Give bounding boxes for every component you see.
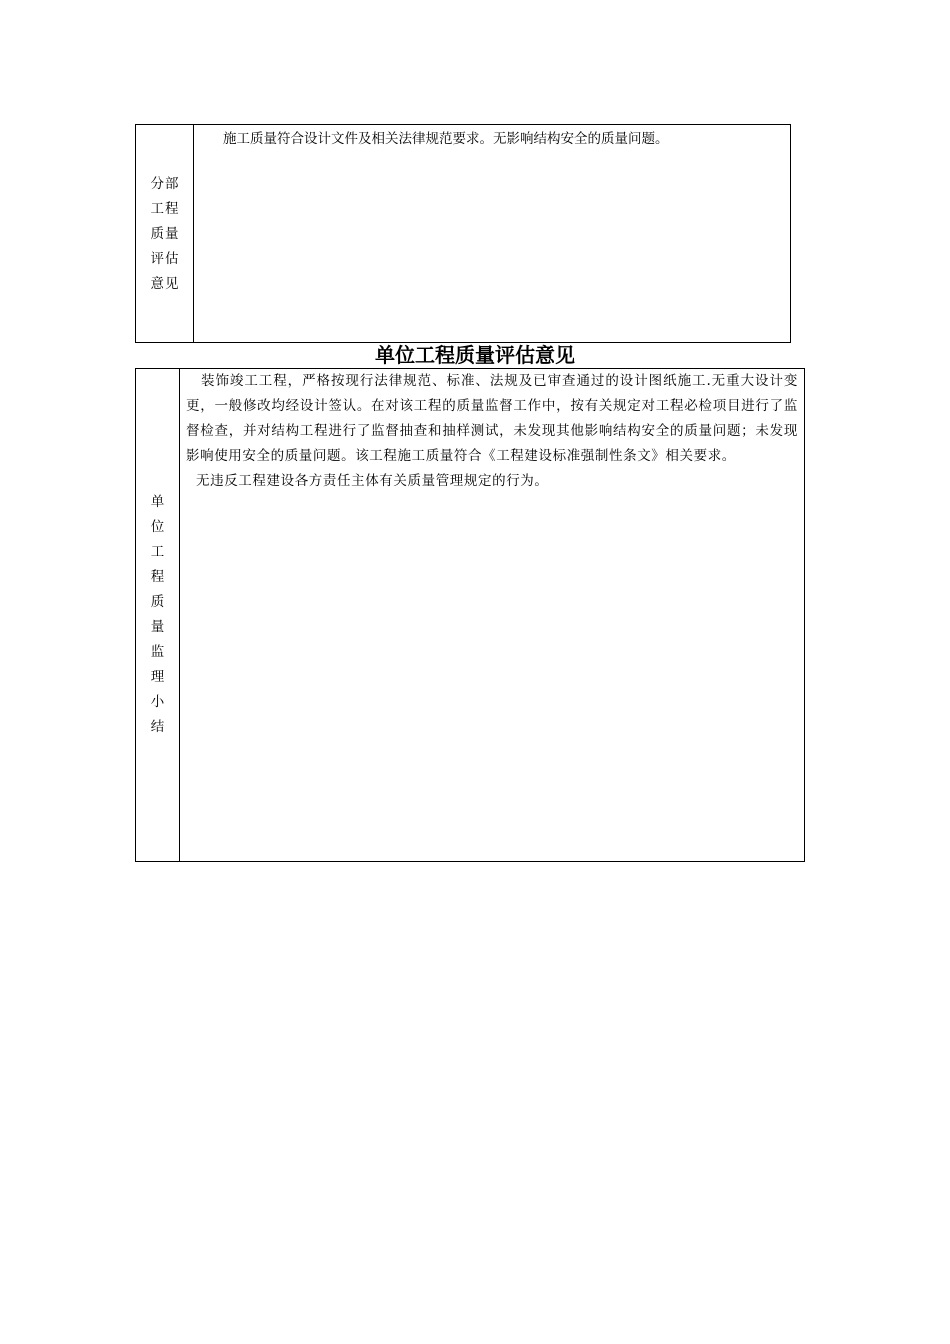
label-char: 质 bbox=[150, 594, 166, 610]
unit-project-label-cell bbox=[136, 369, 180, 861]
label-char: 监 bbox=[150, 644, 166, 660]
subproject-label-cell bbox=[136, 125, 194, 342]
subproject-label bbox=[136, 172, 194, 297]
subproject-assessment-table bbox=[135, 124, 791, 343]
label-char: 单 bbox=[150, 494, 166, 510]
label-char: 程 bbox=[150, 569, 166, 585]
subproject-opinion-text: 施工质量符合设计文件及相关法律规范要求。无影响结构安全的质量问题。 bbox=[223, 131, 669, 147]
label-char: 结 bbox=[150, 719, 166, 735]
summary-paragraph-2: 无违反工程建设各方责任主体有关质量管理规定的行为。 bbox=[196, 473, 549, 489]
label-char: 位 bbox=[150, 519, 166, 535]
unit-project-label bbox=[136, 490, 180, 740]
label-line: 分部 bbox=[150, 176, 180, 192]
label-char: 理 bbox=[150, 669, 166, 685]
unit-project-summary-text bbox=[186, 369, 798, 494]
label-line: 工程 bbox=[150, 201, 180, 217]
label-line: 质量 bbox=[150, 226, 180, 242]
summary-paragraph-1: 装饰竣工工程，严格按现行法律规范、标准、法规及已审查通过的设计图纸施工.无重大设计变更，一般修改均经设计签认。在对该工程的质量监督工作中，按有关规定对工程必检项目进行了监督检查，并对结构工程进行了监督抽查和抽样测试，未发现其他影响结构安全的质量问题；未发现影响使用安全的质量问题。该工程施工质量符合《工程建设标准强制性条文》相关要求。 bbox=[186, 373, 798, 464]
label-char: 小 bbox=[150, 694, 166, 710]
section-title: 单位工程质量评估意见 bbox=[375, 343, 575, 367]
label-line: 意见 bbox=[150, 276, 180, 292]
label-char: 量 bbox=[150, 619, 166, 635]
label-line: 评估 bbox=[150, 251, 180, 267]
label-char: 工 bbox=[150, 544, 166, 560]
unit-project-summary-table bbox=[135, 368, 805, 862]
